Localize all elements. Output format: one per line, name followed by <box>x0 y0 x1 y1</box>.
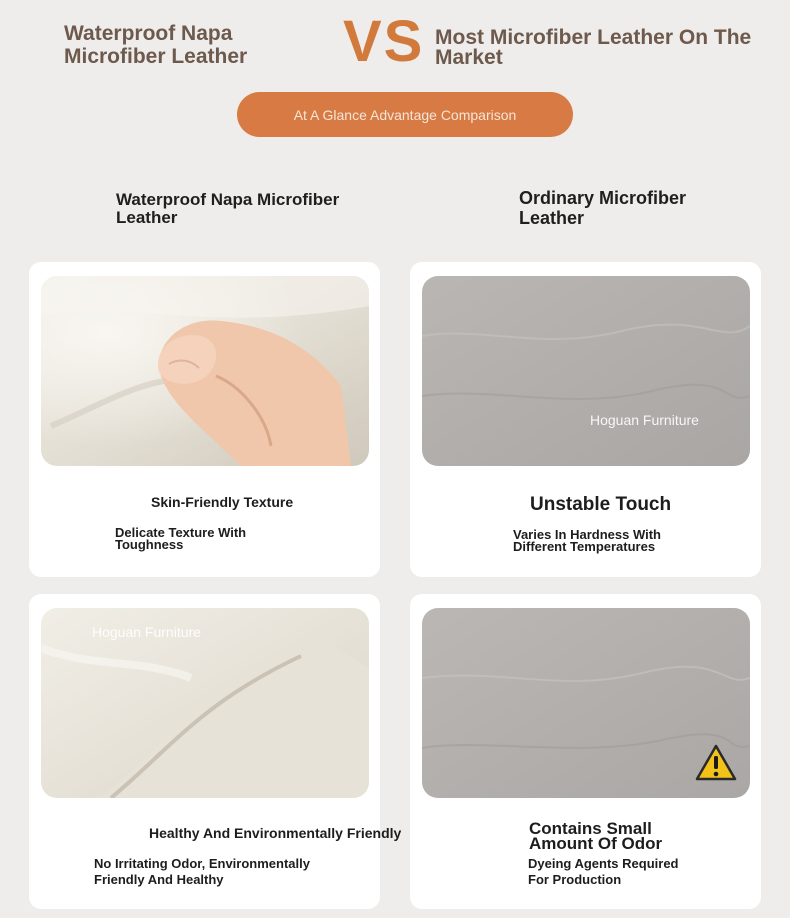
card-title: Unstable Touch <box>530 494 672 515</box>
card-ordinary-touch <box>410 262 761 577</box>
card-description: Varies In Hardness With Different Temperatures <box>513 527 661 554</box>
watermark-text: Hoguan Furniture <box>590 412 699 428</box>
watermark-text: Hoguan Furniture <box>92 624 201 640</box>
card-title: Contains Small Amount Of Odor <box>529 819 663 853</box>
right-product-title: Most Microfiber Leather On The Market <box>435 26 752 69</box>
napa-hand-photo <box>41 276 369 466</box>
comparison-banner <box>237 92 573 137</box>
card-description: Delicate Texture With Toughness <box>115 525 247 552</box>
card-description: Dyeing Agents Required For Production <box>528 856 679 887</box>
card-title: Healthy And Environmentally Friendly <box>149 825 402 841</box>
left-product-title: Waterproof Napa Microfiber Leather <box>64 22 248 68</box>
vs-label: VS <box>343 9 425 74</box>
card-title: Skin-Friendly Texture <box>151 494 294 510</box>
card-description: No Irritating Odor, Environmentally Friendly And Healthy <box>94 856 310 887</box>
ordinary-leather-photo <box>422 276 750 466</box>
warning-icon <box>695 744 737 782</box>
card-ordinary-odor <box>410 594 761 909</box>
card-napa-texture <box>29 262 380 577</box>
card-napa-healthy <box>29 594 402 909</box>
right-column-heading: Ordinary Microfiber Leather <box>519 188 687 228</box>
left-column-heading: Waterproof Napa Microfiber Leather <box>116 190 340 227</box>
napa-fold-photo <box>41 608 369 798</box>
comparison-banner-text: At A Glance Advantage Comparison <box>293 106 517 123</box>
